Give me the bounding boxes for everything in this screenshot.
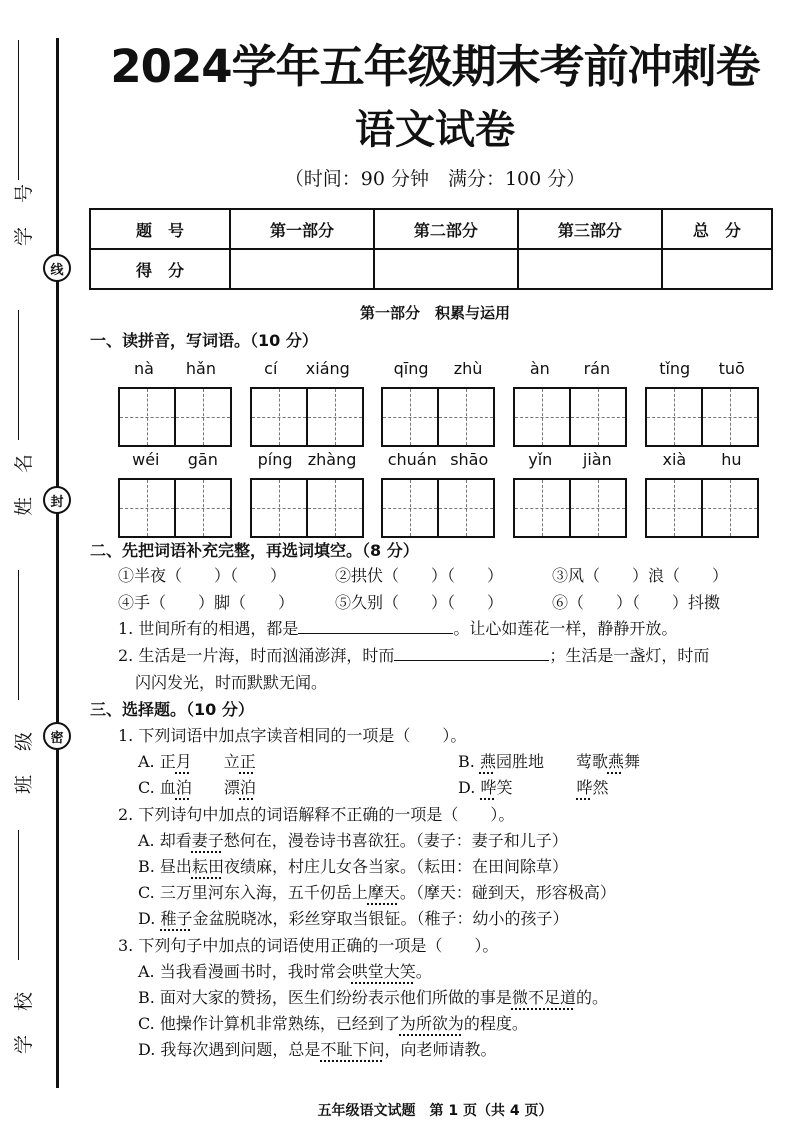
sentence-text: 。让心如莲花一样，静静开放。 [453, 619, 678, 638]
writing-grid[interactable] [381, 478, 495, 538]
pinyin-syllable: wéi [132, 450, 160, 469]
sentence-text: 闪闪发光，时而默默无闻。 [135, 673, 328, 692]
sentence-text: 2. 生活是一片海，时而汹涌澎湃，时而 [118, 646, 395, 665]
pinyin-syllable: yǐn [528, 450, 553, 469]
score-header-cell: 题 号 [90, 209, 230, 249]
option-d[interactable]: D. 我每次遇到问题，总是不耻下问，向老师请教。 [138, 1040, 497, 1059]
class-label: 班级 [13, 708, 35, 795]
q2-title: 二、先把词语补充完整，再选词填空。（8 分） [90, 541, 419, 560]
pinyin-syllable: zhù [453, 359, 483, 378]
writing-grid[interactable] [381, 387, 495, 447]
pinyin-syllable: tǐng [659, 359, 691, 378]
pinyin-group [513, 450, 627, 538]
option-c[interactable]: C. 血泊 漂泊 [138, 778, 256, 797]
option-d[interactable]: D. 哗笑 哗然 [458, 778, 609, 797]
score-input-cell[interactable] [518, 249, 662, 289]
seal-xian: 线 [43, 254, 71, 282]
pinyin-group [513, 359, 627, 447]
pinyin-syllable: chuán [387, 450, 437, 469]
writing-grid[interactable] [250, 387, 364, 447]
pinyin-syllable: hǎn [185, 359, 216, 378]
q1-title: 一、读拼音，写词语。（10 分） [90, 331, 318, 350]
idiom-item: ③风（ ）浪（ ） [552, 566, 729, 585]
writing-grid[interactable] [645, 478, 759, 538]
seal-mi: 密 [43, 722, 71, 750]
pinyin-syllable: gān [187, 450, 218, 469]
writing-grid[interactable] [118, 387, 232, 447]
answer-blank[interactable] [394, 660, 549, 661]
question-stem: 3. 下列句子中加点的词语使用正确的一项是（ ）。 [118, 936, 499, 955]
pinyin-group [645, 450, 759, 538]
q3-title: 三、选择题。（10 分） [90, 700, 254, 719]
score-input-cell[interactable] [374, 249, 518, 289]
pinyin-syllable: rán [583, 359, 611, 378]
option-b[interactable]: B. 昼出耘田夜绩麻，村庄儿女各当家。（耘田：在田间除草） [138, 857, 568, 876]
pinyin-syllable: xiáng [305, 359, 350, 378]
seal-feng: 封 [43, 486, 71, 514]
pinyin-syllable: qīng [393, 359, 429, 378]
option-c[interactable]: C. 他操作计算机非常熟练，已经到了为所欲为的程度。 [138, 1014, 528, 1033]
exam-subtitle: 语文试卷 [355, 107, 515, 153]
question-stem: 2. 下列诗句中加点的词语解释不正确的一项是（ ）。 [118, 805, 515, 824]
writing-grid[interactable] [250, 478, 364, 538]
score-input-cell[interactable] [230, 249, 374, 289]
pinyin-syllable: àn [529, 359, 550, 378]
pinyin-group [250, 359, 364, 447]
pinyin-syllable: hu [721, 450, 742, 469]
option-c[interactable]: C. 三万里河东入海，五千仞岳上摩天。（摩天：碰到天，形容极高） [138, 883, 616, 902]
part1-title: 第一部分 积累与运用 [359, 304, 510, 322]
option-b[interactable]: B. 面对大家的赞扬，医生们纷纷表示他们所做的事是微不足道的。 [138, 988, 608, 1007]
score-row-label: 得 分 [90, 249, 230, 289]
pinyin-syllable: tuō [718, 359, 745, 378]
option-a[interactable]: A. 正月 立正 [138, 752, 256, 771]
idiom-item: ⑥（ ）（ ）抖擞 [552, 593, 721, 612]
pinyin-syllable: shāo [450, 450, 489, 469]
sentence-text: 1. 世间所有的相遇，都是 [118, 619, 299, 638]
binding-line [56, 38, 59, 1088]
option-a[interactable]: A. 当我看漫画书时，我时常会哄堂大笑。 [138, 962, 432, 981]
name-label: 姓名 [13, 430, 35, 517]
option-a[interactable]: A. 却看妻子愁何在，漫卷诗书喜欲狂。（妻子：妻子和儿子） [138, 831, 568, 850]
option-d[interactable]: D. 稚子金盆脱晓冰，彩丝穿取当银钲。（稚子：幼小的孩子） [138, 909, 569, 928]
pinyin-group [645, 359, 759, 447]
pinyin-group [381, 450, 495, 538]
score-header-cell: 第三部分 [518, 209, 662, 249]
option-b[interactable]: B. 燕园胜地 莺歌燕舞 [458, 752, 640, 771]
class-blank[interactable] [18, 570, 19, 700]
fill-sentence-1 [118, 616, 677, 639]
exam-title: 2024学年五年级期末考前冲刺卷 [110, 40, 760, 93]
pinyin-syllable: jiàn [582, 450, 612, 469]
pinyin-group [118, 450, 232, 538]
answer-blank[interactable] [298, 633, 453, 634]
writing-grid[interactable] [645, 387, 759, 447]
student-id-label: 学号 [13, 160, 35, 247]
pinyin-syllable: xià [662, 450, 687, 469]
score-table [89, 208, 773, 290]
pinyin-group [118, 359, 232, 447]
fill-sentence-2 [118, 643, 709, 666]
writing-grid[interactable] [513, 478, 627, 538]
page-footer: 五年级语文试题 第 1 页（共 4 页） [317, 1103, 553, 1119]
time-info: （时间：90 分钟 满分：100 分） [284, 168, 586, 190]
score-header-cell: 第一部分 [230, 209, 374, 249]
pinyin-syllable: píng [257, 450, 293, 469]
idiom-item: ⑤久别（ ）（ ） [335, 593, 504, 612]
school-blank[interactable] [18, 830, 19, 960]
writing-grid[interactable] [118, 478, 232, 538]
sentence-text: ；生活是一盏灯，时而 [549, 646, 710, 665]
pinyin-group [250, 450, 364, 538]
score-input-cell[interactable] [662, 249, 772, 289]
idiom-item: ④手（ ）脚（ ） [118, 593, 295, 612]
pinyin-group [381, 359, 495, 447]
school-label: 学校 [13, 968, 35, 1055]
score-header-cell: 总 分 [662, 209, 772, 249]
question-stem: 1. 下列词语中加点字读音相同的一项是（ ）。 [118, 726, 467, 745]
idiom-item: ①半夜（ ）（ ） [118, 566, 287, 585]
name-blank[interactable] [18, 310, 19, 440]
idiom-item: ②拱伏（ ）（ ） [335, 566, 504, 585]
pinyin-syllable: nà [133, 359, 154, 378]
writing-grid[interactable] [513, 387, 627, 447]
pinyin-syllable: cí [264, 359, 278, 378]
score-header-cell: 第二部分 [374, 209, 518, 249]
pinyin-syllable: zhàng [307, 450, 357, 469]
